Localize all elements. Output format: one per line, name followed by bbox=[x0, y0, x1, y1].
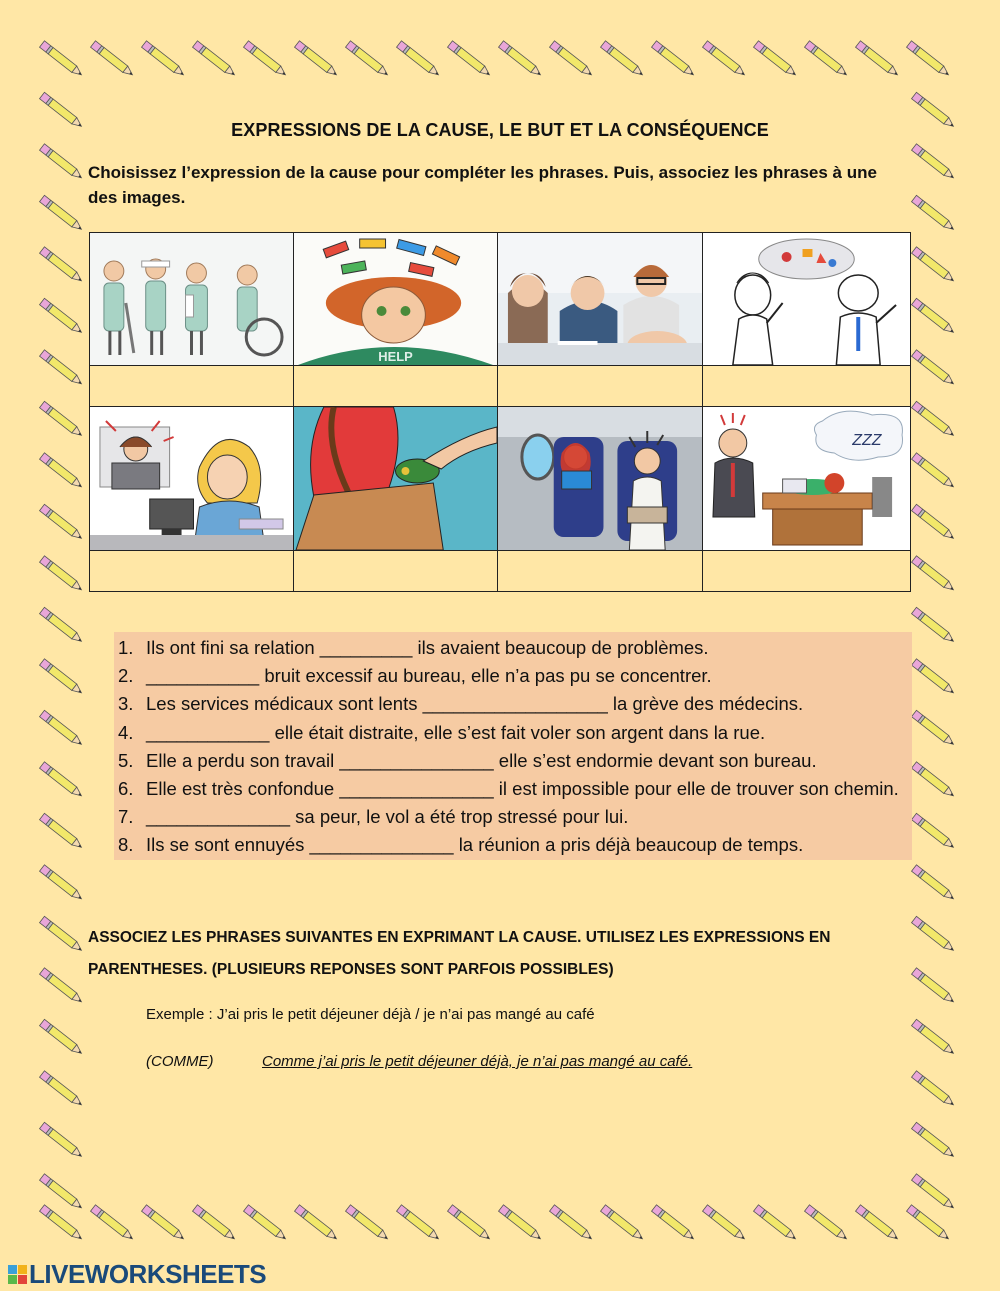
pencil-icon bbox=[40, 762, 84, 799]
arguing-couple-image bbox=[703, 233, 910, 365]
injured-patients-image bbox=[90, 233, 293, 365]
pencil-icon bbox=[912, 865, 956, 902]
image-cell bbox=[498, 233, 703, 366]
pencil-icon bbox=[40, 710, 84, 747]
item-number: 2. bbox=[118, 665, 134, 687]
list-item bbox=[114, 634, 912, 662]
pencil-icon bbox=[40, 1122, 84, 1159]
pencil-icon bbox=[193, 1205, 237, 1242]
sentence-list-box bbox=[114, 632, 912, 860]
pencil-icon bbox=[912, 607, 956, 644]
pencil-icon bbox=[244, 1205, 288, 1242]
liveworksheets-logo[interactable] bbox=[8, 1260, 266, 1288]
pencil-icon bbox=[856, 1205, 900, 1242]
logo-text: LIVEWORKSHEETS bbox=[29, 1258, 267, 1289]
scared-flyer-image bbox=[498, 407, 702, 550]
pencil-icon bbox=[912, 813, 956, 850]
pencil-icon bbox=[805, 41, 849, 78]
pickpocket-image bbox=[294, 407, 497, 550]
image-cell bbox=[498, 407, 703, 551]
pencil-icon bbox=[912, 1122, 956, 1159]
image-cell bbox=[703, 407, 911, 551]
pencil-icon bbox=[40, 247, 84, 284]
answer-cell[interactable] bbox=[498, 366, 703, 407]
answer-row bbox=[90, 551, 911, 592]
item-number: 4. bbox=[118, 721, 134, 743]
pencil-icon bbox=[912, 195, 956, 232]
example-answer: Comme j’ai pris le petit déjeuner déjà, je n’ai pas mangé au café. bbox=[262, 1053, 693, 1070]
pencil-icon bbox=[912, 298, 956, 335]
pencil-icon bbox=[295, 1205, 339, 1242]
pencil-icon bbox=[907, 41, 951, 78]
pencil-icon bbox=[907, 1205, 951, 1242]
pencil-icon bbox=[40, 453, 84, 490]
image-row bbox=[90, 233, 911, 366]
pencil-icon bbox=[856, 41, 900, 78]
image-row bbox=[90, 407, 911, 551]
item-number: 3. bbox=[118, 693, 134, 715]
help-label: HELP bbox=[378, 348, 413, 365]
page-title: EXPRESSIONS DE LA CAUSE, LE BUT ET LA CONSÉQUENCE bbox=[231, 120, 769, 140]
pencil-icon bbox=[346, 1205, 390, 1242]
noisy-office-image bbox=[90, 407, 293, 550]
logo-icon bbox=[8, 1265, 27, 1284]
pencil-icon bbox=[499, 1205, 543, 1242]
pencil-icon bbox=[193, 41, 237, 78]
pencil-icon bbox=[40, 1205, 84, 1242]
sentence-text: Elle a perdu son travail _______________ elle s’est endormie devant son bureau. bbox=[146, 749, 817, 771]
instruction-associate: ASSOCIEZ LES PHRASES SUIVANTES EN EXPRIMANT LA CAUSE. UTILISEZ LES EXPRESSIONS EN PARENTHESES. (PLUSIEURS REPONSES SONT PARFOIS POSSIBLES) bbox=[88, 929, 831, 978]
answer-cell[interactable] bbox=[90, 551, 294, 592]
bored-meeting-image bbox=[498, 233, 702, 365]
answer-cell[interactable] bbox=[294, 551, 498, 592]
pencil-icon bbox=[912, 453, 956, 490]
pencil-icon bbox=[912, 916, 956, 953]
example-text: Exemple : J’ai pris le petit déjeuner déjà / je n’ai pas mangé au café bbox=[146, 1006, 595, 1023]
pencil-icon bbox=[754, 1205, 798, 1242]
list-item bbox=[114, 719, 912, 747]
pencil-icon bbox=[346, 41, 390, 78]
pencil-icon bbox=[40, 298, 84, 335]
item-number: 7. bbox=[118, 806, 134, 828]
pencil-icon bbox=[601, 41, 645, 78]
pencil-icon bbox=[912, 350, 956, 387]
pencil-icon bbox=[91, 1205, 135, 1242]
pencil-icon bbox=[40, 865, 84, 902]
pencil-icon bbox=[912, 247, 956, 284]
pencil-icon bbox=[40, 659, 84, 696]
pencil-icon bbox=[40, 401, 84, 438]
pencil-icon bbox=[40, 144, 84, 181]
sentence-text: ____________ elle était distraite, elle s’est fait voler son argent dans la rue. bbox=[146, 721, 766, 743]
image-cell bbox=[90, 407, 294, 551]
item-number: 8. bbox=[118, 834, 134, 856]
pencil-icon bbox=[40, 41, 84, 78]
example-expression: (COMME) bbox=[146, 1053, 214, 1070]
sentence-text: ___________ bruit excessif au bureau, elle n’a pas pu se concentrer. bbox=[146, 665, 712, 687]
list-item bbox=[114, 747, 912, 775]
list-item bbox=[114, 775, 912, 803]
pencil-icon bbox=[142, 1205, 186, 1242]
answer-cell[interactable] bbox=[703, 551, 911, 592]
pencil-icon bbox=[295, 41, 339, 78]
list-item bbox=[114, 662, 912, 690]
pencil-icon bbox=[652, 41, 696, 78]
pencil-icon bbox=[912, 144, 956, 181]
pencil-icon bbox=[142, 41, 186, 78]
pencil-icon bbox=[40, 350, 84, 387]
sentence-text: Ils se sont ennuyés ______________ la réunion a pris déjà beaucoup de temps. bbox=[146, 834, 804, 856]
answer-cell[interactable] bbox=[498, 551, 703, 592]
pencil-icon bbox=[912, 1071, 956, 1108]
pencil-icon bbox=[448, 41, 492, 78]
pencil-icon bbox=[703, 1205, 747, 1242]
pencil-icon bbox=[601, 1205, 645, 1242]
pencil-icon bbox=[912, 762, 956, 799]
pencil-icon bbox=[912, 968, 956, 1005]
pencil-icon bbox=[244, 41, 288, 78]
sentence-text: Elle est très confondue _______________ il est impossible pour elle de trouver son chemin. bbox=[146, 778, 899, 800]
pencil-icon bbox=[912, 556, 956, 593]
sentence-text: Ils ont fini sa relation _________ ils avaient beaucoup de problèmes. bbox=[146, 637, 709, 658]
pencil-icon bbox=[40, 195, 84, 232]
pencil-icon bbox=[805, 1205, 849, 1242]
item-number: 6. bbox=[118, 778, 134, 800]
pencil-icon bbox=[448, 1205, 492, 1242]
sleeping-employee-image bbox=[703, 407, 910, 550]
image-matching-table bbox=[89, 232, 911, 592]
pencil-icon bbox=[754, 41, 798, 78]
pencil-icon bbox=[499, 41, 543, 78]
pencil-icon bbox=[40, 504, 84, 541]
pencil-icon bbox=[912, 504, 956, 541]
pencil-icon bbox=[912, 1174, 956, 1211]
pencil-icon bbox=[397, 1205, 441, 1242]
image-cell bbox=[294, 407, 498, 551]
pencil-icon bbox=[912, 401, 956, 438]
sleep-label: ZZZ bbox=[852, 431, 882, 450]
answer-cell[interactable] bbox=[294, 366, 498, 407]
image-cell bbox=[703, 233, 911, 366]
item-number: 5. bbox=[118, 749, 134, 771]
pencil-icon bbox=[40, 556, 84, 593]
pencil-icon bbox=[550, 1205, 594, 1242]
answer-cell[interactable] bbox=[90, 366, 294, 407]
pencil-icon bbox=[91, 41, 135, 78]
pencil-icon bbox=[40, 916, 84, 953]
pencil-icon bbox=[40, 968, 84, 1005]
pencil-icon bbox=[703, 41, 747, 78]
pencil-icon bbox=[40, 1019, 84, 1056]
pencil-icon bbox=[40, 607, 84, 644]
pencil-icon bbox=[40, 1071, 84, 1108]
pencil-icon bbox=[912, 710, 956, 747]
image-cell bbox=[90, 233, 294, 366]
stressed-girl-help-image bbox=[294, 233, 497, 365]
pencil-icon bbox=[40, 1174, 84, 1211]
item-number: 1. bbox=[118, 637, 134, 658]
pencil-icon bbox=[912, 1019, 956, 1056]
sentence-text: ______________ sa peur, le vol a été trop stressé pour lui. bbox=[146, 806, 629, 828]
pencil-icon bbox=[397, 41, 441, 78]
answer-row bbox=[90, 366, 911, 407]
pencil-icon bbox=[40, 813, 84, 850]
pencil-icon bbox=[550, 41, 594, 78]
list-item bbox=[114, 803, 912, 831]
instruction-images: Choisissez l’expression de la cause pour compléter les phrases. Puis, associez les phrases à une des images. bbox=[88, 163, 877, 207]
answer-cell[interactable] bbox=[703, 366, 911, 407]
image-cell bbox=[294, 233, 498, 366]
sentence-text: Les services médicaux sont lents __________________ la grève des médecins. bbox=[146, 693, 804, 715]
pencil-icon bbox=[652, 1205, 696, 1242]
pencil-icon bbox=[912, 659, 956, 696]
list-item bbox=[114, 831, 912, 859]
list-item bbox=[114, 690, 912, 718]
